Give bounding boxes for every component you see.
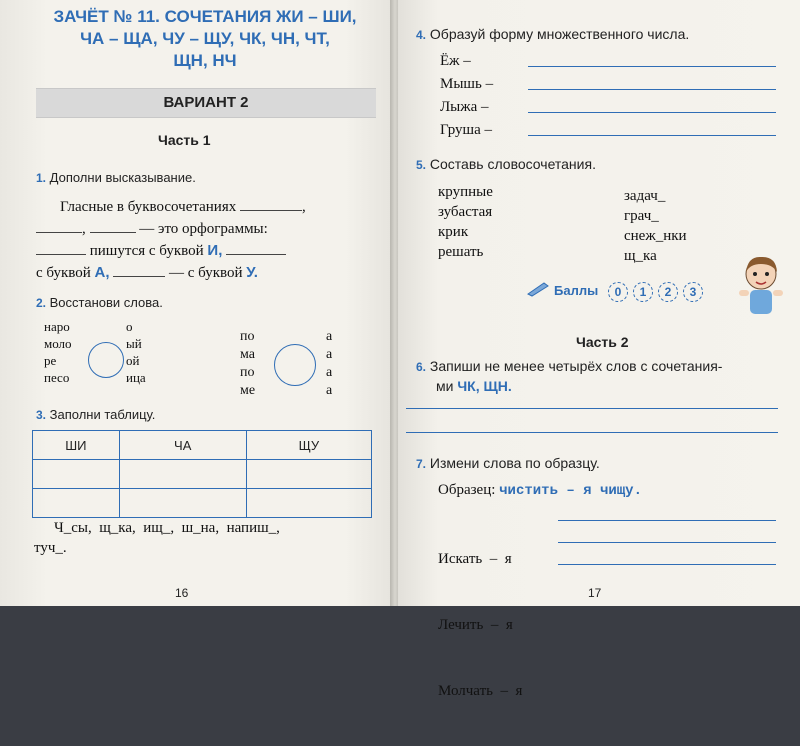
word: решать xyxy=(438,244,484,260)
syllables-right-1 xyxy=(126,318,146,386)
sample-label: Образец: xyxy=(438,482,496,498)
sample-text: чистить – я чищу. xyxy=(499,483,642,499)
syllable: а xyxy=(326,365,333,380)
answer-blank[interactable] xyxy=(113,262,165,277)
word: Лыжа xyxy=(440,99,478,115)
table-cell[interactable] xyxy=(33,460,120,489)
task3-prompt xyxy=(36,407,155,422)
syllable: моло xyxy=(44,336,72,351)
task5-left-words xyxy=(438,182,493,262)
syllable: а xyxy=(326,347,333,362)
syllables-left-2 xyxy=(240,328,255,400)
task4-words xyxy=(440,50,493,142)
task1-prompt xyxy=(36,170,196,185)
page-number: 16 xyxy=(175,586,189,600)
syllable: ый xyxy=(126,336,142,351)
task-number: 5. xyxy=(416,158,427,172)
letter-highlight: И, xyxy=(207,242,223,259)
task-text: Дополни высказывание. xyxy=(49,170,196,185)
words-line2: туч_. xyxy=(34,540,67,556)
score-label: Баллы xyxy=(554,283,599,298)
task-number: 1. xyxy=(36,171,47,185)
syllables-right-2 xyxy=(326,328,332,400)
title-line: ЩН, НЧ xyxy=(173,51,237,70)
word: крупные xyxy=(438,184,493,200)
syllable: а xyxy=(326,383,333,398)
task5-right-words xyxy=(624,186,687,266)
right-page xyxy=(398,0,800,699)
task1-line3 xyxy=(36,240,286,260)
task4-prompt xyxy=(416,26,689,42)
fill-table xyxy=(32,430,372,518)
word: грач_ xyxy=(624,208,659,224)
task-number: 7. xyxy=(416,457,427,471)
word: щ_ка xyxy=(624,248,657,264)
word: Мышь xyxy=(440,76,482,92)
title-line: ЗАЧЁТ № 11. СОЧЕТАНИЯ ЖИ – ШИ, xyxy=(53,7,357,26)
task-text: Заполни таблицу. xyxy=(49,407,156,422)
title-line: ЧА – ЩА, ЧУ – ЩУ, ЧК, ЧН, ЧТ, xyxy=(80,29,330,48)
table-cell[interactable] xyxy=(119,489,246,518)
task-number: 2. xyxy=(36,296,47,310)
word-row: Молчать – я xyxy=(438,683,523,699)
syllable: наро xyxy=(44,319,70,334)
answer-blank[interactable] xyxy=(90,218,136,233)
score-option[interactable]: 1 xyxy=(633,282,653,302)
answer-blank[interactable] xyxy=(226,240,286,255)
word: зубастая xyxy=(438,204,493,220)
word: крик xyxy=(438,224,469,240)
left-page xyxy=(0,0,392,606)
answer-blank[interactable] xyxy=(240,196,302,211)
letter-highlight: У. xyxy=(246,264,258,281)
syllable: по xyxy=(240,365,255,380)
table-cell[interactable] xyxy=(246,489,371,518)
task5-prompt xyxy=(416,156,596,172)
word-row: Мышь – xyxy=(440,76,494,92)
statement-text: Гласные в буквосочетаниях xyxy=(60,199,237,215)
letter-combination: ЧК, ЩН. xyxy=(457,378,512,394)
answer-blank[interactable] xyxy=(36,240,86,255)
letter-circle[interactable] xyxy=(88,342,124,378)
task6-prompt xyxy=(416,357,786,396)
task-number: 3. xyxy=(36,408,47,422)
task1-line1: Гласные в буквосочетаниях , xyxy=(60,196,306,216)
answer-line[interactable] xyxy=(558,520,776,521)
words-line1: Ч_сы, щ_ка, ищ_, ш_на, напиш_, xyxy=(54,520,280,536)
letter-highlight: А, xyxy=(94,264,110,281)
letter-circle[interactable] xyxy=(274,344,316,386)
syllable: ре xyxy=(44,353,57,368)
syllable: ой xyxy=(126,353,140,368)
task7-sample xyxy=(438,482,642,499)
answer-blank[interactable] xyxy=(36,218,82,233)
syllables-left-1 xyxy=(44,318,72,386)
page-title xyxy=(40,6,370,72)
answer-line[interactable] xyxy=(528,135,776,136)
score-option[interactable]: 2 xyxy=(658,282,678,302)
word-row: Искать – я xyxy=(438,551,512,567)
table-cell[interactable] xyxy=(33,489,120,518)
word-row: Лечить – я xyxy=(438,617,513,633)
part-heading: Часть 2 xyxy=(576,334,629,350)
task7-rows xyxy=(438,504,522,746)
task-text: Образуй форму множественного числа. xyxy=(429,26,690,42)
table-cell[interactable] xyxy=(119,460,246,489)
girl-illustration-icon xyxy=(736,252,786,318)
table-header: ШИ xyxy=(33,431,120,460)
word: задач_ xyxy=(624,188,666,204)
statement-text: — это орфограммы: xyxy=(139,221,268,237)
answer-line[interactable] xyxy=(528,89,776,90)
table-header: ЩУ xyxy=(246,431,371,460)
word: Груша xyxy=(440,122,481,138)
task-text: Составь словосочетания. xyxy=(429,156,596,172)
word: снеж_нки xyxy=(624,228,687,244)
task1-line2: , — это орфограммы: xyxy=(36,218,268,238)
task-number: 6. xyxy=(416,360,427,374)
answer-line[interactable] xyxy=(558,542,776,543)
task-text: ми xyxy=(436,378,454,394)
task-number: 4. xyxy=(416,28,427,42)
answer-line[interactable] xyxy=(406,432,778,433)
answer-line[interactable] xyxy=(406,408,778,409)
answer-line[interactable] xyxy=(528,112,776,113)
answer-line[interactable] xyxy=(558,564,776,565)
statement-text: пишутся с буквой xyxy=(89,243,204,259)
task7-prompt xyxy=(416,455,600,471)
part-heading: Часть 1 xyxy=(158,132,211,148)
task2-prompt xyxy=(36,295,163,310)
table-cell[interactable] xyxy=(246,460,371,489)
syllable: ме xyxy=(240,383,256,398)
table-header: ЧА xyxy=(119,431,246,460)
statement-text: с буквой xyxy=(36,265,91,281)
statement-text: — с буквой xyxy=(169,265,243,281)
syllable: ица xyxy=(126,370,146,385)
word-row: Лыжа – xyxy=(440,99,489,115)
syllable: а xyxy=(326,329,333,344)
word-row: Груша – xyxy=(440,122,492,138)
syllable: по xyxy=(240,329,255,344)
task-text: Измени слова по образцу. xyxy=(429,455,600,471)
word-row: Ёж – xyxy=(440,53,471,69)
score-option[interactable]: 0 xyxy=(608,282,628,302)
pencil-icon xyxy=(528,282,550,292)
task1-line4 xyxy=(36,262,258,282)
word: Ёж xyxy=(440,53,460,69)
syllable: о xyxy=(126,319,133,334)
score-option[interactable]: 3 xyxy=(683,282,703,302)
page-number: 17 xyxy=(588,586,602,600)
variant-bar: ВАРИАНТ 2 xyxy=(36,88,376,118)
task-text: Запиши не менее четырёх слов с сочетания- xyxy=(429,358,723,374)
syllable: песо xyxy=(44,370,70,385)
answer-line[interactable] xyxy=(528,66,776,67)
task-text: Восстанови слова. xyxy=(49,295,163,310)
syllable: ма xyxy=(240,347,255,362)
